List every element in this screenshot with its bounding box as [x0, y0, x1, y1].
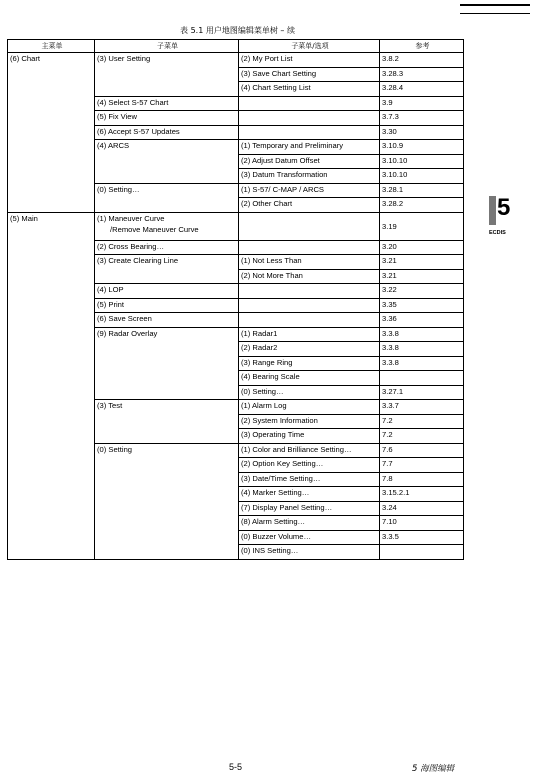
cell-submenu: (6) Accept S-57 Updates	[95, 125, 239, 140]
cell-reference: 3.24	[380, 501, 464, 516]
cell-reference: 3.19	[380, 212, 464, 240]
cell-submenu: (0) Setting	[95, 443, 239, 559]
cell-option: (0) INS Setting…	[239, 545, 380, 560]
cell-submenu: (3) Test	[95, 400, 239, 444]
cell-reference: 7.6	[380, 443, 464, 458]
cell-option: (4) Chart Setting List	[239, 82, 380, 97]
cell-option	[239, 111, 380, 126]
cell-reference: 3.20	[380, 240, 464, 255]
cell-reference: 3.28.3	[380, 67, 464, 82]
cell-submenu: (5) Print	[95, 298, 239, 313]
cell-main-menu: (5) Main	[8, 212, 95, 559]
page-number: 5-5	[229, 762, 243, 772]
cell-reference: 3.10.10	[380, 169, 464, 184]
cell-reference: 3.21	[380, 255, 464, 270]
cell-submenu: (4) Select S-57 Chart	[95, 96, 239, 111]
cell-option: (1) Color and Brilliance Setting…	[239, 443, 380, 458]
table-caption: 表 5.1 用户地图编辑菜单树 – 续	[180, 26, 295, 35]
cell-option: (1) Not Less Than	[239, 255, 380, 270]
cell-reference: 3.7.3	[380, 111, 464, 126]
chapter-tab-bar	[489, 196, 496, 225]
cell-option: (1) Alarm Log	[239, 400, 380, 415]
cell-option: (2) Option Key Setting…	[239, 458, 380, 473]
cell-option	[239, 313, 380, 328]
cell-option: (3) Date/Time Setting…	[239, 472, 380, 487]
cell-reference: 3.10.9	[380, 140, 464, 155]
cell-reference: 3.27.1	[380, 385, 464, 400]
cell-reference	[380, 371, 464, 386]
cell-reference: 7.8	[380, 472, 464, 487]
cell-option: (1) Radar1	[239, 327, 380, 342]
cell-submenu: (9) Radar Overlay	[95, 327, 239, 400]
cell-reference: 3.10.10	[380, 154, 464, 169]
cell-submenu: (4) ARCS	[95, 140, 239, 184]
cell-option: (3) Datum Transformation	[239, 169, 380, 184]
cell-option: (2) Not More Than	[239, 269, 380, 284]
cell-reference: 3.21	[380, 269, 464, 284]
cell-option	[239, 212, 380, 240]
cell-submenu	[95, 212, 239, 240]
menu-tree-table	[7, 39, 464, 560]
chapter-title: 5 海图编辑	[412, 764, 455, 774]
cell-reference: 3.35	[380, 298, 464, 313]
cell-reference	[380, 545, 464, 560]
cell-option	[239, 125, 380, 140]
cell-submenu: (0) Setting…	[95, 183, 239, 212]
cell-option: (0) Buzzer Volume…	[239, 530, 380, 545]
cell-option: (1) S-57/ C-MAP / ARCS	[239, 183, 380, 198]
cell-reference: 3.3.5	[380, 530, 464, 545]
cell-reference: 3.3.8	[380, 356, 464, 371]
cell-reference: 3.28.1	[380, 183, 464, 198]
cell-option	[239, 240, 380, 255]
chapter-tab-label: ECDIS	[489, 230, 506, 236]
cell-reference: 7.10	[380, 516, 464, 531]
cell-option: (2) Other Chart	[239, 198, 380, 213]
cell-reference: 3.28.2	[380, 198, 464, 213]
cell-reference: 3.9	[380, 96, 464, 111]
cell-submenu: (5) Fix View	[95, 111, 239, 126]
chapter-tab-number: 5	[497, 194, 511, 221]
cell-submenu: (3) Create Clearing Line	[95, 255, 239, 284]
cell-submenu: (6) Save Screen	[95, 313, 239, 328]
header-submenu: 子菜单	[95, 40, 239, 53]
cell-option: (3) Range Ring	[239, 356, 380, 371]
table-row	[8, 53, 464, 68]
cell-option: (2) System Information	[239, 414, 380, 429]
header-main-menu: 主菜单	[8, 40, 95, 53]
cell-reference: 3.28.4	[380, 82, 464, 97]
cell-reference: 3.15.2.1	[380, 487, 464, 502]
cell-main-menu: (6) Chart	[8, 53, 95, 213]
header-submenu-option: 子菜单/选项	[239, 40, 380, 53]
cell-reference: 3.3.7	[380, 400, 464, 415]
cell-reference: 3.22	[380, 284, 464, 299]
cell-reference: 7.7	[380, 458, 464, 473]
chapter-tab	[489, 196, 533, 242]
cell-reference: 3.30	[380, 125, 464, 140]
cell-submenu: (2) Cross Bearing…	[95, 240, 239, 255]
header-rule	[460, 4, 530, 14]
cell-option: (0) Setting…	[239, 385, 380, 400]
cell-submenu-line: /Remove Maneuver Curve	[110, 224, 199, 234]
header-reference: 参考	[380, 40, 464, 53]
cell-option: (3) Operating Time	[239, 429, 380, 444]
cell-option: (3) Save Chart Setting	[239, 67, 380, 82]
cell-reference: 3.3.8	[380, 342, 464, 357]
cell-submenu: (3) User Setting	[95, 53, 239, 97]
cell-option: (2) Radar2	[239, 342, 380, 357]
cell-option: (8) Alarm Setting…	[239, 516, 380, 531]
cell-option: (2) My Port List	[239, 53, 380, 68]
cell-option	[239, 96, 380, 111]
cell-option	[239, 284, 380, 299]
cell-reference: 7.2	[380, 414, 464, 429]
table-body	[8, 53, 464, 560]
cell-option: (2) Adjust Datum Offset	[239, 154, 380, 169]
cell-reference: 7.2	[380, 429, 464, 444]
cell-reference: 3.36	[380, 313, 464, 328]
cell-reference: 3.3.8	[380, 327, 464, 342]
cell-option: (1) Temporary and Preliminary	[239, 140, 380, 155]
cell-option: (4) Marker Setting…	[239, 487, 380, 502]
cell-submenu: (4) LOP	[95, 284, 239, 299]
table-header-row	[8, 40, 464, 53]
cell-option: (7) Display Panel Setting…	[239, 501, 380, 516]
table-row	[8, 212, 464, 240]
cell-submenu-line: (1) Maneuver Curve	[97, 213, 165, 223]
cell-reference: 3.8.2	[380, 53, 464, 68]
cell-option	[239, 298, 380, 313]
cell-option: (4) Bearing Scale	[239, 371, 380, 386]
